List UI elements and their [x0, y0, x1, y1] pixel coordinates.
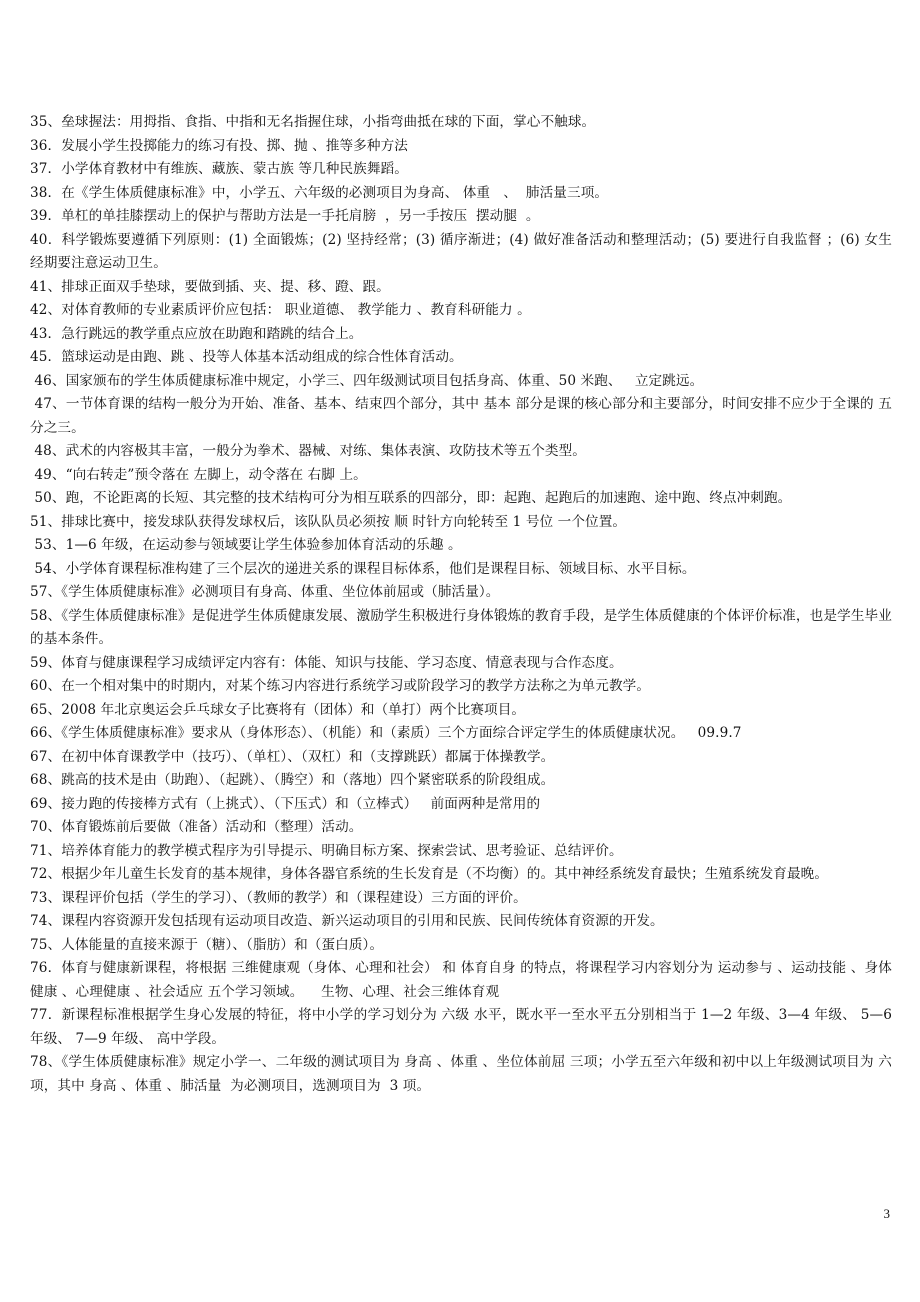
list-item: 58、《学生体质健康标准》是促进学生体质健康发展、激励学生积极进行身体锻炼的教育手段，是学生体质健康的个体评价标准，也是学生毕业的基本条件。 [30, 607, 892, 647]
list-item: 53、1—6 年级，在运动参与领域要让学生体验参加体育活动的乐趣 。 [30, 537, 462, 553]
list-item: 54、小学体育课程标准构建了三个层次的递进关系的课程目标体系，他们是课程目标、领域目标、水平目标。 [30, 560, 696, 577]
list-item: 69、接力跑的传接棒方式有（上挑式）、（下压式）和（立棒式） 前面两种是常用的 [30, 795, 541, 812]
list-item: 68、跳高的技术是由（助跑）、（起跳）、（腾空）和（落地）四个紧密联系的阶段组成。 [30, 772, 555, 788]
list-item: 60、在一个相对集中的时期内，对某个练习内容进行系统学习或阶段学习的教学方法称之为单元教学。 [30, 678, 651, 694]
list-item: 42、对体育教师的专业素质评价应包括： 职业道德、 教学能力 、教育科研能力 。 [30, 302, 531, 318]
list-item: 49、“向右转走”预令落在 左脚上，动令落在 右脚 上。 [30, 466, 367, 483]
list-item: 38．在《学生体质健康标准》中，小学五、六年级的必测项目为身高、 体重 、 肺活量三项。 [30, 184, 609, 201]
question-list [30, 111, 897, 1098]
list-item: 70、体育锻炼前后要做（准备）活动和（整理）活动。 [30, 819, 363, 835]
list-item: 76．体育与健康新课程，将根据 三维健康观（身体、心理和社会） 和 体育自身 的特点，将课程学习内容划分为 运动参与 、运动技能 、身体健康 、心理健康 、社会适应 五个学习领域。 生物、心理、社会三维体育观 [30, 960, 892, 1000]
list-item: 35、垒球握法：用拇指、食指、中指和无名指握住球，小指弯曲抵在球的下面，掌心不触球。 [30, 114, 596, 130]
list-item: 66、《学生体质健康标准》要求从（身体形态）、（机能）和（素质）三个方面综合评定学生的体质健康状况。 09.9.7 [30, 725, 742, 741]
list-item: 67、在初中体育课教学中（技巧）、（单杠）、（双杠）和（支撑跳跃）都属于体操教学。 [30, 748, 555, 765]
list-item: 41、排球正面双手垫球，要做到插、夹、提、移、蹬、跟。 [30, 278, 390, 295]
list-item: 77．新课程标准根据学生身心发展的特征，将中小学的学习划分为 六级 水平，既水平一至水平五分别相当于 1—2 年级、3—4 年级、 5—6 年级、 7—9 年级、 高中学段。 [30, 1007, 897, 1047]
list-item: 72、根据少年儿童生长发育的基本规律，身体各器官系统的生长发育是（不均衡）的。其中神经系统发育最快；生殖系统发育最晚。 [30, 866, 829, 882]
list-item: 39．单杠的单挂膝摆动上的保护与帮助方法是一手托肩膀 ，另一手按压 摆动腿 。 [30, 208, 540, 224]
list-item: 47、一节体育课的结构一般分为开始、准备、基本、结束四个部分，其中 基本 部分是课的核心部分和主要部分，时间安排不应少于全课的 五分之三。 [30, 396, 893, 436]
list-item: 71、培养体育能力的教学模式程序为引导提示、明确目标方案、探索尝试、思考验证、总结评价。 [30, 842, 623, 859]
list-item: 48、武术的内容极其丰富，一般分为拳术、器械、对练、集体表演、攻防技术等五个类型。 [30, 443, 586, 459]
list-item: 51、排球比赛中，接发球队获得发球权后，该队队员必须按 顺 时针方向轮转至 1 号位 一个位置。 [30, 513, 627, 530]
list-item: 59、体育与健康课程学习成绩评定内容有：体能、知识与技能、学习态度、情意表现与合作态度。 [30, 654, 623, 671]
list-item: 46、国家颁布的学生体质健康标准中规定，小学三、四年级测试项目包括身高、体重、50 米跑、 立定跳远。 [30, 372, 704, 389]
list-item: 74、课程内容资源开发包括现有运动项目改造、新兴运动项目的引用和民族、民间传统体育资源的开发。 [30, 913, 664, 929]
list-item: 50、跑，不论距离的长短、其完整的技术结构可分为相互联系的四部分，即：起跑、起跑后的加速跑、途中跑、终点冲刺跑。 [30, 490, 792, 506]
list-item: 75、人体能量的直接来源于（糖）、（脂肪）和（蛋白质）。 [30, 936, 384, 953]
list-item: 57、《学生体质健康标准》必测项目有身高、体重、坐位体前屈或（肺活量）。 [30, 584, 500, 600]
list-item: 78、《学生体质健康标准》规定小学一、二年级的测试项目为 身高 、体重 、坐位体前屈 三项；小学五至六年级和初中以上年级测试项目为 六 项，其中 身高 、体重 、肺活量 为必测项目，选测项目为 3 项。 [30, 1054, 897, 1094]
page-number: 3 [883, 1206, 890, 1221]
list-item: 36．发展小学生投掷能力的练习有投、掷、抛 、推等多种方法 [30, 137, 408, 154]
list-item: 73、课程评价包括（学生的学习）、（教师的教学）和（课程建设）三方面的评价。 [30, 889, 527, 906]
list-item: 37．小学体育教材中有维族、藏族、蒙古族 等几种民族舞蹈。 [30, 161, 408, 177]
list-item: 65、2008 年北京奥运会乒乓球女子比赛将有（团体）和（单打）两个比赛项目。 [30, 701, 526, 718]
list-item: 43．急行跳远的教学重点应放在助跑和踏跳的结合上。 [30, 325, 363, 342]
list-item: 45．篮球运动是由跑、跳 、投等人体基本活动组成的综合性体育活动。 [30, 349, 463, 365]
list-item: 40．科学锻炼要遵循下列原则：(1) 全面锻炼；(2) 坚持经常；(3) 循序渐进；(4) 做好准备活动和整理活动；(5) 要进行自我监督 ；(6) 女生经期要注意运动卫生。 [30, 231, 892, 271]
